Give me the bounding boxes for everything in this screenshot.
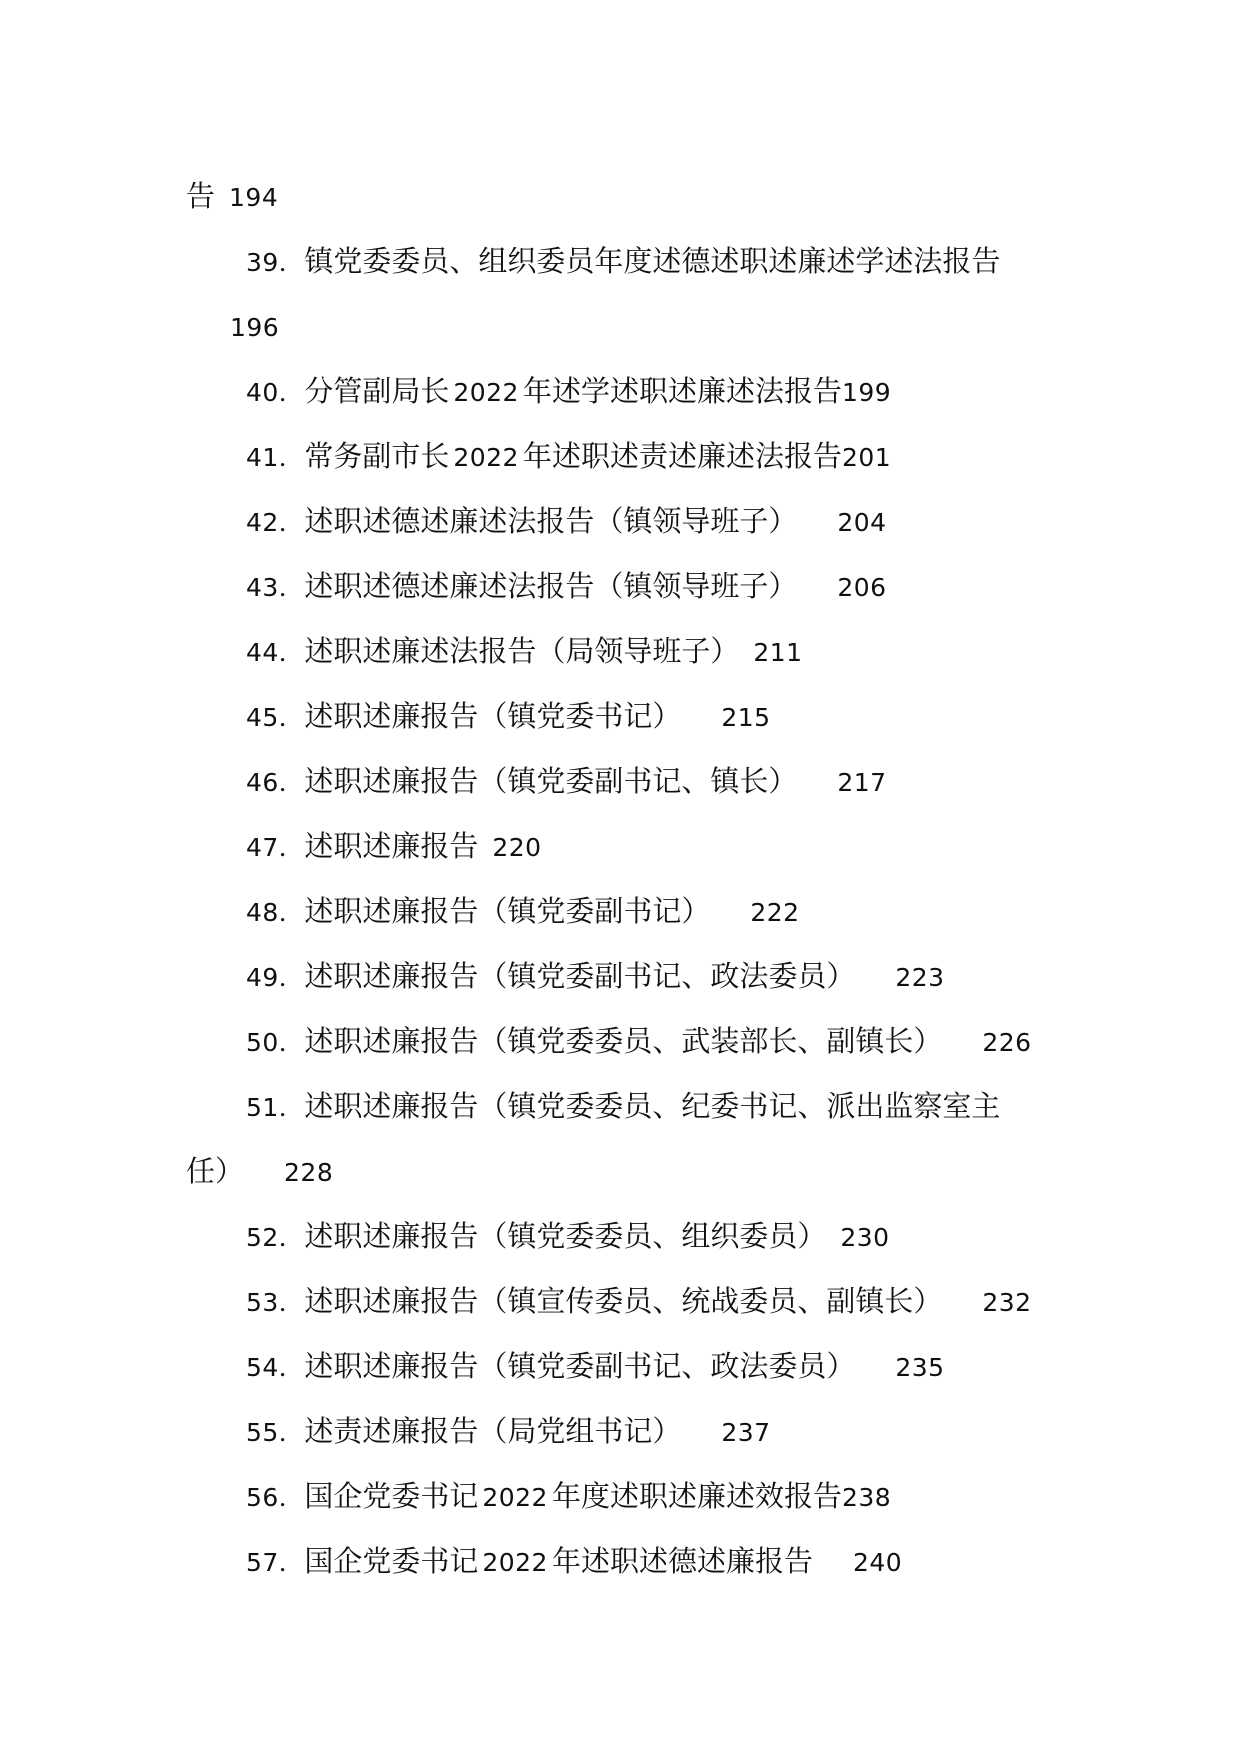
toc-entry-page: 206 [837, 573, 887, 602]
toc-entry-number: 57． [246, 1548, 305, 1577]
toc-entry-number: 56． [246, 1483, 305, 1512]
toc-entry-number: 40． [246, 378, 305, 407]
toc-entry-title: 述职述廉报告（镇党委委员、武装部长、副镇长） [304, 1024, 943, 1058]
toc-entry-number: 55． [246, 1418, 305, 1447]
toc-entry-53 [246, 1283, 1032, 1319]
toc-entry-54 [246, 1348, 945, 1384]
toc-entry-number: 48． [246, 898, 305, 927]
toc-entry-number: 47． [246, 833, 305, 862]
toc-entry-year: 2022 [482, 1548, 548, 1577]
toc-entry-number: 41． [246, 443, 305, 472]
toc-entry-page: 240 [852, 1548, 903, 1577]
toc-entry-number: 52． [246, 1223, 305, 1252]
toc-entry-number: 39． [246, 248, 305, 277]
toc-entry-45 [246, 698, 771, 734]
toc-entry-number: 42． [246, 508, 305, 537]
toc-entry-year: 2022 [453, 443, 519, 472]
toc-entry-title: 述职述廉报告（镇宣传委员、统战委员、副镇长） [304, 1284, 943, 1318]
toc-entry-title: 告 [186, 179, 216, 213]
toc-entry-39 [246, 243, 1000, 279]
toc-entry-page: 220 [492, 833, 542, 862]
toc-entry-48 [246, 893, 800, 929]
toc-entry-page: 228 [284, 1158, 334, 1187]
toc-entry-number: 44． [246, 638, 305, 667]
toc-entry-42 [246, 503, 887, 539]
toc-entry-year: 2022 [453, 378, 519, 407]
toc-entry-title: 述职述廉报告（镇党委书记） [304, 699, 682, 733]
toc-entry-number: 53． [246, 1288, 305, 1317]
toc-entry-title: 述职述廉报告（镇党委副书记） [304, 894, 711, 928]
toc-entry-44 [246, 633, 803, 669]
toc-entry-page: 196 [230, 313, 280, 342]
toc-entry-39-page-line [230, 308, 279, 344]
toc-entry-year: 2022 [482, 1483, 548, 1512]
toc-entry-title-rest: 年述职述责述廉述法报告 [522, 439, 842, 473]
toc-entry-page: 211 [753, 638, 803, 667]
toc-entry-title: 述职述德述廉述法报告（镇领导班子） [304, 504, 798, 538]
toc-entry-title: 述职述廉报告（镇党委副书记、政法委员） [304, 1349, 856, 1383]
toc-entry-46 [246, 763, 887, 799]
toc-entry-52 [246, 1218, 890, 1254]
toc-entry-title: 述职述廉述法报告（局领导班子） [304, 634, 740, 668]
toc-entry-number: 45． [246, 703, 305, 732]
toc-entry-title: 述职述廉报告（镇党委委员、组织委员） [304, 1219, 827, 1253]
toc-entry-page: 238 [841, 1483, 892, 1512]
toc-entry-number: 43． [246, 573, 305, 602]
toc-entry-43 [246, 568, 887, 604]
toc-entry-number: 49． [246, 963, 305, 992]
toc-entry-title: 述职述廉报告 [304, 829, 479, 863]
toc-line-continuation [186, 178, 278, 214]
toc-entry-51 [246, 1088, 1000, 1124]
toc-entry-page: 204 [837, 508, 887, 537]
toc-entry-page: 222 [750, 898, 800, 927]
toc-entry-page: 199 [841, 378, 892, 407]
toc-entry-title: 述职述廉报告（镇党委副书记、镇长） [304, 764, 798, 798]
toc-entry-40 [246, 373, 891, 409]
toc-entry-page: 215 [721, 703, 771, 732]
toc-entry-number: 54． [246, 1353, 305, 1382]
toc-entry-number: 46． [246, 768, 305, 797]
toc-entry-title: 国企党委书记 [304, 1544, 479, 1578]
toc-entry-title-rest: 年述职述德述廉报告 [551, 1544, 813, 1578]
toc-entry-number: 51． [246, 1093, 305, 1122]
toc-entry-page: 223 [895, 963, 945, 992]
toc-entry-number: 50． [246, 1028, 305, 1057]
toc-entry-title: 常务副市长 [304, 439, 450, 473]
toc-entry-title: 述责述廉报告（局党组书记） [304, 1414, 682, 1448]
toc-entry-page: 232 [982, 1288, 1032, 1317]
toc-entry-47 [246, 828, 542, 864]
toc-entry-51-continuation [186, 1153, 333, 1189]
toc-entry-page: 217 [837, 768, 887, 797]
toc-entry-page: 201 [841, 443, 892, 472]
toc-entry-57 [246, 1543, 902, 1579]
toc-entry-title: 述职述廉报告（镇党委委员、纪委书记、派出监察室主 [304, 1089, 1001, 1123]
toc-entry-55 [246, 1413, 771, 1449]
toc-entry-title-rest: 年度述职述廉述效报告 [551, 1479, 842, 1513]
toc-entry-title-rest: 任） [186, 1154, 245, 1188]
toc-entry-title-rest: 年述学述职述廉述法报告 [522, 374, 842, 408]
toc-entry-41 [246, 438, 891, 474]
toc-entry-page: 194 [229, 183, 279, 212]
toc-entry-page: 237 [721, 1418, 771, 1447]
toc-entry-title: 镇党委委员、组织委员年度述德述职述廉述学述法报告 [304, 244, 1001, 278]
toc-entry-49 [246, 958, 945, 994]
toc-entry-50 [246, 1023, 1032, 1059]
toc-entry-page: 230 [840, 1223, 890, 1252]
toc-entry-title: 国企党委书记 [304, 1479, 479, 1513]
toc-entry-page: 226 [982, 1028, 1032, 1057]
toc-entry-title: 分管副局长 [304, 374, 450, 408]
toc-entry-56 [246, 1478, 891, 1514]
toc-entry-page: 235 [895, 1353, 945, 1382]
toc-entry-title: 述职述廉报告（镇党委副书记、政法委员） [304, 959, 856, 993]
toc-entry-title: 述职述德述廉述法报告（镇领导班子） [304, 569, 798, 603]
